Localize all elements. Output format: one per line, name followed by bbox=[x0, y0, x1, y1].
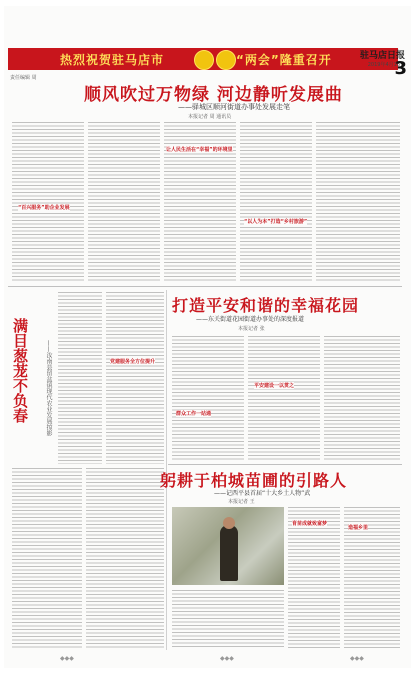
article1-subhead: 让人民生活在“幸福”的环境里 bbox=[166, 147, 233, 153]
article2-col-1 bbox=[172, 336, 244, 462]
article4-col-1 bbox=[172, 590, 284, 648]
article2-subtitle: ——东关街道花园街道办事处的深度报道 bbox=[196, 316, 305, 323]
section-divider bbox=[168, 464, 402, 465]
article1-col-4 bbox=[240, 122, 312, 282]
article3-vertical-subtitle: ——汝南县留盆镇现代农业发展掠影 bbox=[45, 340, 52, 436]
banner-left-text: 热烈祝贺驻马店市 bbox=[60, 53, 165, 67]
article4-photo bbox=[172, 507, 284, 585]
article2-subhead: 平安建设一以贯之 bbox=[254, 383, 295, 389]
article1-subtitle: ——驿城区顺河街道办事处发展走笔 bbox=[178, 103, 290, 111]
article4-subhead: 造福乡里 bbox=[348, 525, 369, 531]
photo-person-figure bbox=[220, 525, 238, 581]
article2-col-3 bbox=[324, 336, 400, 462]
section-divider bbox=[8, 286, 402, 287]
footer-ornament: ◆◆◆ bbox=[220, 655, 234, 662]
newspaper-logo: 驻马店日报 bbox=[359, 51, 405, 61]
article4-title: 躬耕于柏城苗圃的引路人 bbox=[160, 471, 348, 490]
article1-col-1 bbox=[12, 122, 84, 282]
article4-col-2 bbox=[288, 507, 340, 648]
article1-subhead: “百兴服务”助企业发展 bbox=[18, 205, 70, 211]
issue-date: 2019年4月16日 bbox=[367, 62, 405, 68]
article1-col-2 bbox=[88, 122, 160, 282]
article2-col-2 bbox=[248, 336, 320, 462]
article3-vertical-title: 满目葱茏不负春 bbox=[11, 318, 29, 423]
article1-title: 顺风吹过万物绿 河边静听发展曲 bbox=[84, 85, 343, 105]
article1-col-5 bbox=[316, 122, 400, 282]
footer-ornament: ◆◆◆ bbox=[60, 655, 74, 662]
article3-col-4 bbox=[86, 468, 164, 648]
photo-person-head bbox=[223, 517, 235, 529]
article1-byline: 本报记者 周 通讯员 bbox=[188, 114, 232, 120]
page-number: 3 bbox=[394, 58, 407, 79]
article2-subhead: 群众工作一站通 bbox=[176, 411, 212, 417]
party-emblem-icon bbox=[194, 50, 214, 70]
article2-byline: 本报记者 张 bbox=[238, 326, 265, 332]
footer-ornament: ◆◆◆ bbox=[350, 655, 364, 662]
article3-col-2 bbox=[106, 292, 164, 464]
banner-right-text: “两会”隆重召开 bbox=[236, 53, 332, 67]
article3-col-1 bbox=[58, 292, 102, 464]
article3-col-3 bbox=[12, 468, 82, 648]
article2-title: 打造平安和谐的幸福花园 bbox=[172, 296, 360, 315]
article4-subhead: 育苗成就致富梦 bbox=[292, 521, 328, 527]
article2-subhead: 党建服务全方位提升 bbox=[110, 359, 156, 365]
celebration-banner bbox=[8, 48, 398, 70]
article4-byline: 本报记者 王 bbox=[228, 499, 255, 505]
editor-credit: 责任编辑 周 bbox=[10, 75, 37, 81]
article4-subtitle: ——记西平县首届“十大乡土人物”武 bbox=[214, 490, 311, 497]
article1-subhead: “以人为本”打造“乡村旅游” bbox=[244, 219, 308, 225]
national-emblem-icon bbox=[216, 50, 236, 70]
